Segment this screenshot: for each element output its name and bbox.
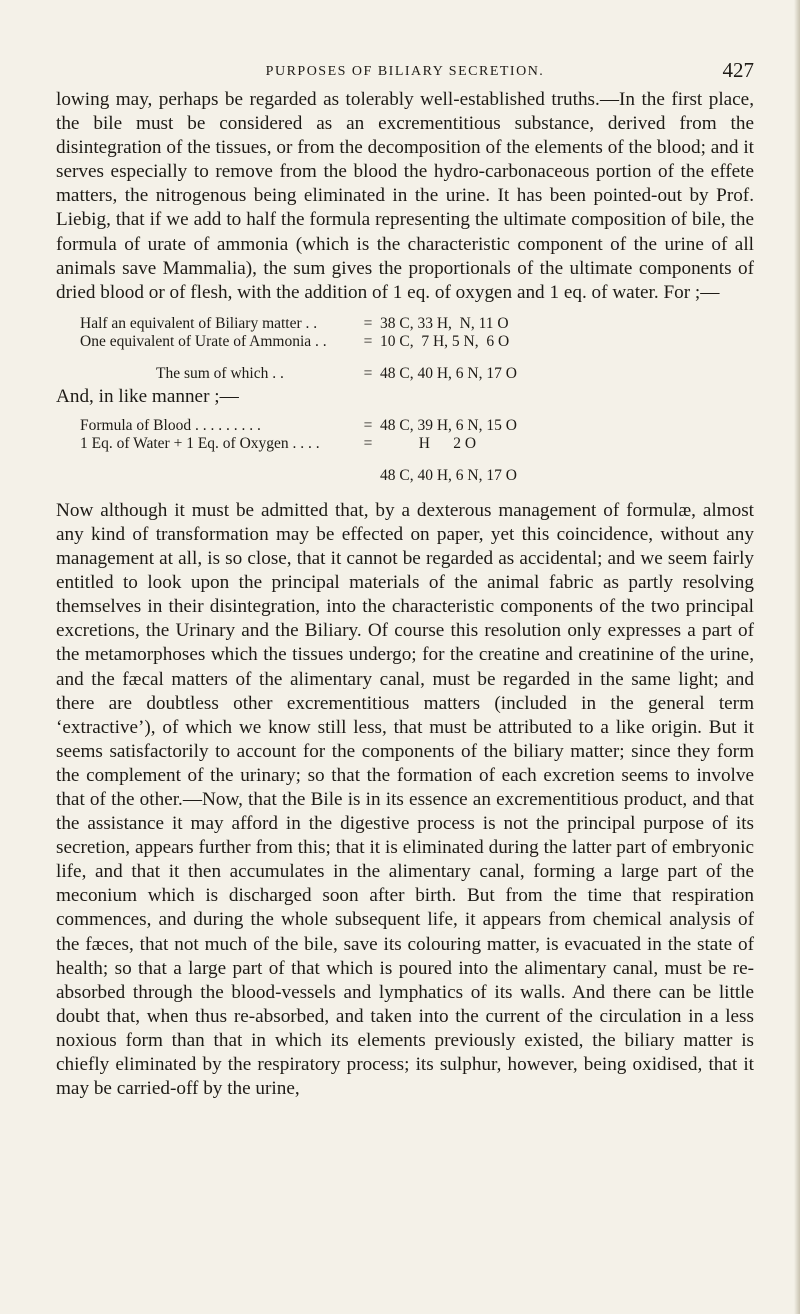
formula-row: 1 Eq. of Water + 1 Eq. of Oxygen . . . . = H 2 O xyxy=(80,434,477,452)
formula-row: One equivalent of Urate of Ammonia . . = 10 C, 7 H, 5 N, 6 O xyxy=(80,332,510,350)
formula-total-row: 48 C, 40 H, 6 N, 17 O xyxy=(380,466,517,484)
paragraph-1: lowing may, perhaps be regarded as tolerably well-established truths.—In the first place, the bile must be considered as an excrementitious substance, derived from the disintegration of the tissues, or from the decomposition of the elements of the blood; and it serves especially to remove from the blood the hydro-carbonaceous portion of the effete matters, the nitrogenous being eliminated in the urine. It has been pointed-out by Prof. Liebig, that if we add to half the formula representing the ultimate composition of bile, the formula of urate of ammonia (which is the characteristic component of the urine of all animals save Mammalia), the sum gives the proportionals of the ultimate components of dried blood or of flesh, with the addition of 1 eq. of oxygen and 1 eq. of water. For ;— xyxy=(56,89,754,303)
page-number: 427 xyxy=(722,58,754,82)
formula-row: Formula of Blood . . . . . . . . . = 48 C, 39 H, 6 N, 15 O xyxy=(80,416,517,434)
running-title: PURPOSES OF BILIARY SECRETION. xyxy=(265,64,545,79)
paragraph-2: Now although it must be admitted that, by a dexterous management of formulæ, almost any kind of transformation may be effected on paper, yet this coincidence, without any management at all, is so close, that it cannot be regarded as accidental; and we seem fairly entitled to look upon the principal materials of the animal fabric as partly resolving themselves in their disintegration, into the characteristic components of the two principal excretions, the Urinary and the Biliary. Of course this resolution only expresses a part of the metamorphoses which the tissues undergo; for the creatine and creatinine of the urine, and the fæcal matters of the alimentary canal, must be regarded in the same light; and there are doubtless other excrementitious matters (included in the general term ‘extractive’), of which we know still less, that must be attributed to a like origin. But it seems satisfactorily to account for the components of the biliary matter; since they form the complement of the urinary; so that the formation of each excretion seems to involve that of the other.—Now, that the Bile is in its essence an excrementitious product, and that the assistance it may afford in the digestive process is not the principal purpose of its secretion, appears further from this; that it is eliminated during the latter part of embryonic life, and that it then accumulates in the alimentary canal, forming a large part of the meconium which is discharged soon after birth. But from the time that respiration commences, and during the whole subsequent life, it appears from chemical analysis of the fæces, that not much of the bile, save its colouring matter, is evacuated in the state of health; so that a large part of that which is poured into the alimentary canal, must be re-absorbed through the blood-vessels and lymphatics of its walls. And there can be little doubt that, when thus re-absorbed, and taken into the current of the circulation in a less noxious form than that in which its elements previously existed, the biliary matter is chiefly eliminated by the respiratory process; its sulphur, however, being oxidised, that it may be carried-off by the urine, xyxy=(56,499,754,1100)
formula-sum-row: The sum of which . . = 48 C, 40 H, 6 N, 17 O xyxy=(156,364,517,382)
transition-text: And, in like manner ;— xyxy=(56,385,239,407)
formula-blood xyxy=(56,417,754,485)
page-header xyxy=(56,58,754,88)
book-page xyxy=(56,58,754,1101)
formula-row: Half an equivalent of Biliary matter . . = 38 C, 33 H, N, 11 O xyxy=(80,314,509,332)
page-edge-shadow xyxy=(794,0,800,1314)
formula-bile-urate xyxy=(56,315,754,383)
